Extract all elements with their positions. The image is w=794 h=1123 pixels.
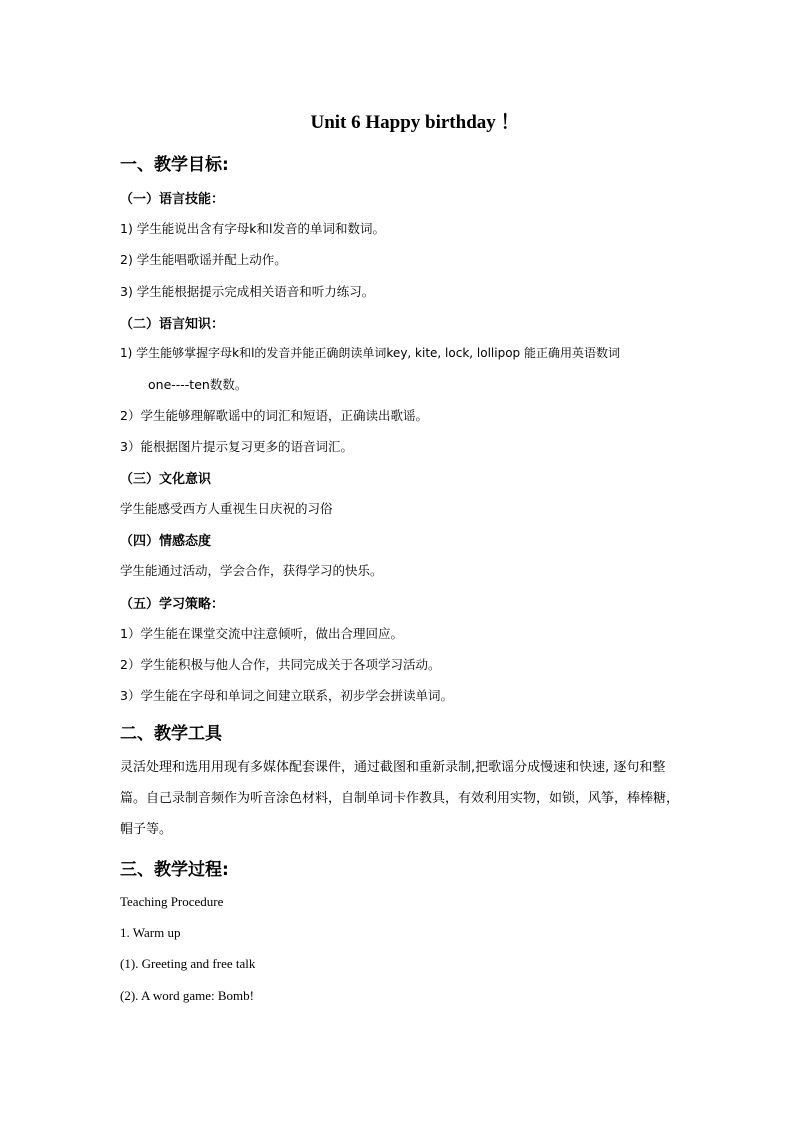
knowledge-item-3: 3）能根据图片提示复习更多的语音词汇。 — [120, 439, 353, 454]
subheading-strategy: （五）学习策略： — [120, 597, 225, 612]
subheading-language-knowledge: （二）语言知识： — [120, 317, 225, 332]
procedure-line-4: (2). A word game: Bomb! — [120, 988, 254, 1003]
section-heading-objectives: 一、教学目标: — [120, 155, 229, 175]
culture-text: 学生能感受西方人重视生日庆祝的习俗 — [120, 501, 333, 516]
strategy-item-1: 1）学生能在课堂交流中注意倾听，做出合理回应。 — [120, 626, 403, 641]
skill-item-2: 2) 学生能唱歌谣并配上动作。 — [120, 252, 287, 267]
section-heading-process: 三、教学过程: — [120, 860, 229, 880]
knowledge-item-2: 2）学生能够理解歌谣中的词汇和短语，正确读出歌谣。 — [120, 408, 428, 423]
skill-item-1: 1) 学生能说出含有字母k和l发音的单词和数词。 — [120, 221, 386, 236]
subheading-language-skills: （一）语言技能： — [120, 192, 225, 207]
skill-item-3: 3) 学生能根据提示完成相关语音和听力练习。 — [120, 284, 375, 299]
document-title: Unit 6 Happy birthday ！ — [310, 112, 520, 133]
attitude-text: 学生能通过活动，学会合作，获得学习的快乐。 — [120, 563, 383, 578]
knowledge-item-1-line-1: 1) 学生能够掌握字母k和l的发音并能正确朗读单词key, kite, lock, lollipop 能正确用英语数词 — [120, 346, 620, 360]
section-heading-tools: 二、教学工具 — [120, 724, 222, 744]
procedure-line-1: Teaching Procedure — [120, 894, 224, 909]
strategy-item-3: 3）学生能在字母和单词之间建立联系，初步学会拼读单词。 — [120, 688, 453, 703]
subheading-culture: （三）文化意识 — [120, 472, 212, 487]
strategy-item-2: 2）学生能积极与他人合作，共同完成关于各项学习活动。 — [120, 657, 441, 672]
procedure-line-2: 1. Warm up — [120, 925, 181, 940]
tools-paragraph: 灵活处理和选用用现有多媒体配套课件，通过截图和重新录制,把歌谣分成慢速和快速, 逐句和整篇。自己录制音频作为听音涂色材料，自制单词卡作教具，有效利用实物，如锁，风筝，棒棒糖，帽子等。 — [120, 760, 680, 837]
knowledge-item-1-line-2: one----ten数数。 — [148, 377, 248, 392]
subheading-attitude: （四）情感态度 — [120, 534, 212, 549]
procedure-line-3: (1). Greeting and free talk — [120, 956, 256, 971]
